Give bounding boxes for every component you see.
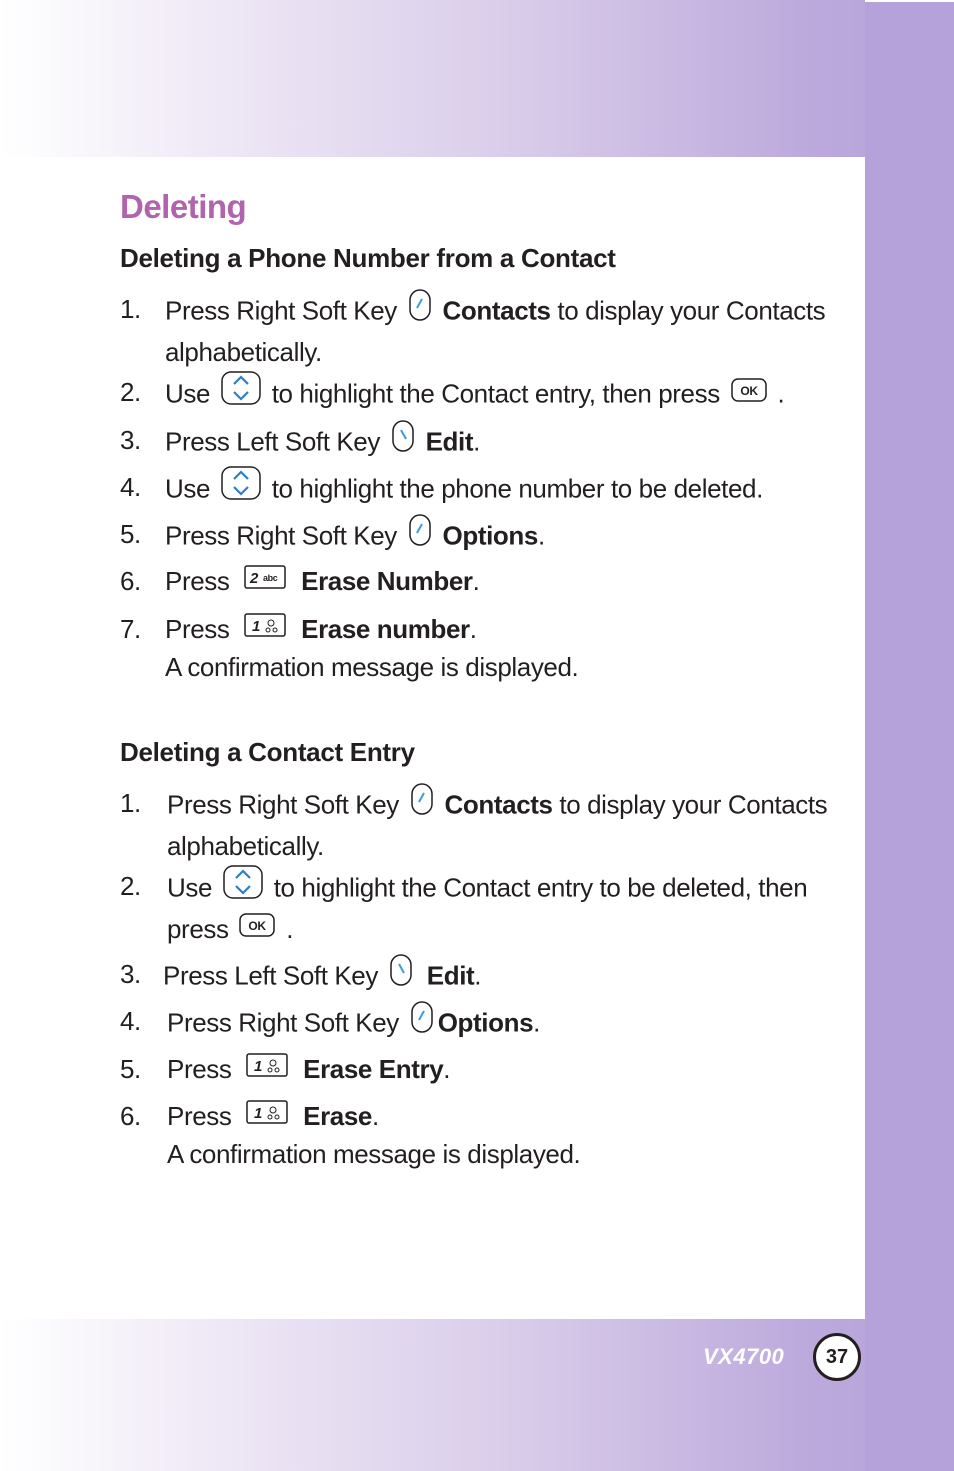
footer-gradient-band xyxy=(0,1319,954,1471)
step-number: 5. xyxy=(120,519,141,549)
step-text: Press Left Soft Key xyxy=(165,426,380,457)
step-bold-label: Erase number xyxy=(301,614,470,644)
ok-key-icon xyxy=(731,375,767,411)
key-1-voicemail-icon xyxy=(246,1050,288,1086)
svg-text:OK: OK xyxy=(248,919,267,934)
step-text: A confirmation message is displayed. xyxy=(167,1139,581,1170)
svg-text:1: 1 xyxy=(254,1105,263,1123)
step-text: Press xyxy=(165,566,230,596)
step-text: to highlight the Contact entry, then press xyxy=(264,378,720,409)
key-1-voicemail-icon xyxy=(244,610,286,646)
step-text: Press Right Soft Key xyxy=(165,295,397,326)
svg-text:1: 1 xyxy=(254,1058,263,1076)
step-number: 6. xyxy=(120,1101,141,1131)
step-text: . xyxy=(443,1054,451,1084)
step-number: 2. xyxy=(120,377,141,407)
step-text: . xyxy=(474,960,482,991)
step-text: . xyxy=(472,566,480,596)
page-number: 37 xyxy=(825,1345,849,1368)
nav-up-down-key-icon xyxy=(221,371,261,414)
step-text: . xyxy=(473,426,480,457)
right-soft-key-icon xyxy=(410,1000,434,1043)
step-bold-label: Contacts xyxy=(442,295,551,326)
step-bold-label: Edit xyxy=(426,960,475,991)
step-bold-label: Erase Number xyxy=(301,566,473,596)
step-text: Press xyxy=(167,1054,232,1084)
step-number: 1. xyxy=(120,788,141,818)
step-text: Press xyxy=(167,1101,232,1131)
step-text: Press Right Soft Key xyxy=(167,1007,399,1038)
step-text: to display your Contacts xyxy=(550,295,826,326)
step-number: 2. xyxy=(120,871,141,901)
key-2-abc-icon xyxy=(244,562,286,598)
right-side-band xyxy=(865,0,954,1471)
svg-text:1: 1 xyxy=(252,618,261,636)
step-bold-label: Erase xyxy=(303,1101,372,1131)
step-number: 3. xyxy=(120,425,141,455)
step-text: to highlight the Contact entry to be deleted, then xyxy=(266,872,808,903)
key-1-voicemail-icon xyxy=(246,1097,288,1133)
svg-text:abc: abc xyxy=(263,573,278,584)
step-text: . xyxy=(279,914,294,944)
step-text: to highlight the phone number to be deleted. xyxy=(264,473,763,504)
step-text: . xyxy=(371,1101,379,1131)
left-soft-key-icon xyxy=(389,953,413,996)
page-title: Deleting xyxy=(120,188,247,225)
step-text: Press Left Soft Key xyxy=(163,960,378,991)
header-gradient-band xyxy=(0,0,954,157)
model-name: VX4700 xyxy=(703,1344,785,1369)
step-number: 3. xyxy=(120,959,141,989)
step-text: . xyxy=(533,1007,540,1038)
right-soft-key-icon xyxy=(410,782,434,825)
step-bold-label: Contacts xyxy=(444,789,553,820)
nav-up-down-key-icon xyxy=(221,466,261,509)
svg-text:OK: OK xyxy=(740,383,758,398)
step-text: Use xyxy=(165,473,211,504)
right-soft-key-icon xyxy=(408,288,432,331)
step-text: Press xyxy=(165,614,230,644)
page-number-badge xyxy=(813,1333,861,1381)
right-band-top-line xyxy=(865,0,954,2)
step-number: 6. xyxy=(120,566,141,596)
step-text: . xyxy=(469,614,477,644)
step-text: alphabetically. xyxy=(167,831,324,861)
ok-key-icon xyxy=(239,910,275,946)
step-number: 4. xyxy=(120,1006,141,1036)
step-number: 5. xyxy=(120,1054,141,1084)
step-text: press xyxy=(167,914,229,944)
step-text: alphabetically. xyxy=(165,337,322,367)
step-text: Use xyxy=(167,872,213,903)
nav-up-down-key-icon xyxy=(223,865,263,908)
section-heading-delete-number: Deleting a Phone Number from a Contact xyxy=(120,243,616,273)
step-text: . xyxy=(770,378,785,409)
right-soft-key-icon xyxy=(408,513,432,556)
step-text: . xyxy=(537,520,545,551)
step-number: 4. xyxy=(120,472,141,502)
step-text: Press Right Soft Key xyxy=(167,789,399,820)
step-number: 7. xyxy=(120,614,141,644)
step-text: Press Right Soft Key xyxy=(165,520,397,551)
section-heading-delete-entry: Deleting a Contact Entry xyxy=(120,737,415,767)
left-soft-key-icon xyxy=(391,419,415,462)
svg-text:2: 2 xyxy=(250,570,259,588)
step-bold-label: Edit xyxy=(425,426,474,457)
step-text: A confirmation message is displayed. xyxy=(165,652,579,683)
step-bold-label: Options xyxy=(437,1007,534,1038)
step-text: to display your Contacts xyxy=(552,789,828,820)
step-bold-label: Options xyxy=(442,520,538,551)
step-text: Use xyxy=(165,378,211,409)
step-number: 1. xyxy=(120,294,141,324)
step-bold-label: Erase Entry xyxy=(303,1054,444,1084)
